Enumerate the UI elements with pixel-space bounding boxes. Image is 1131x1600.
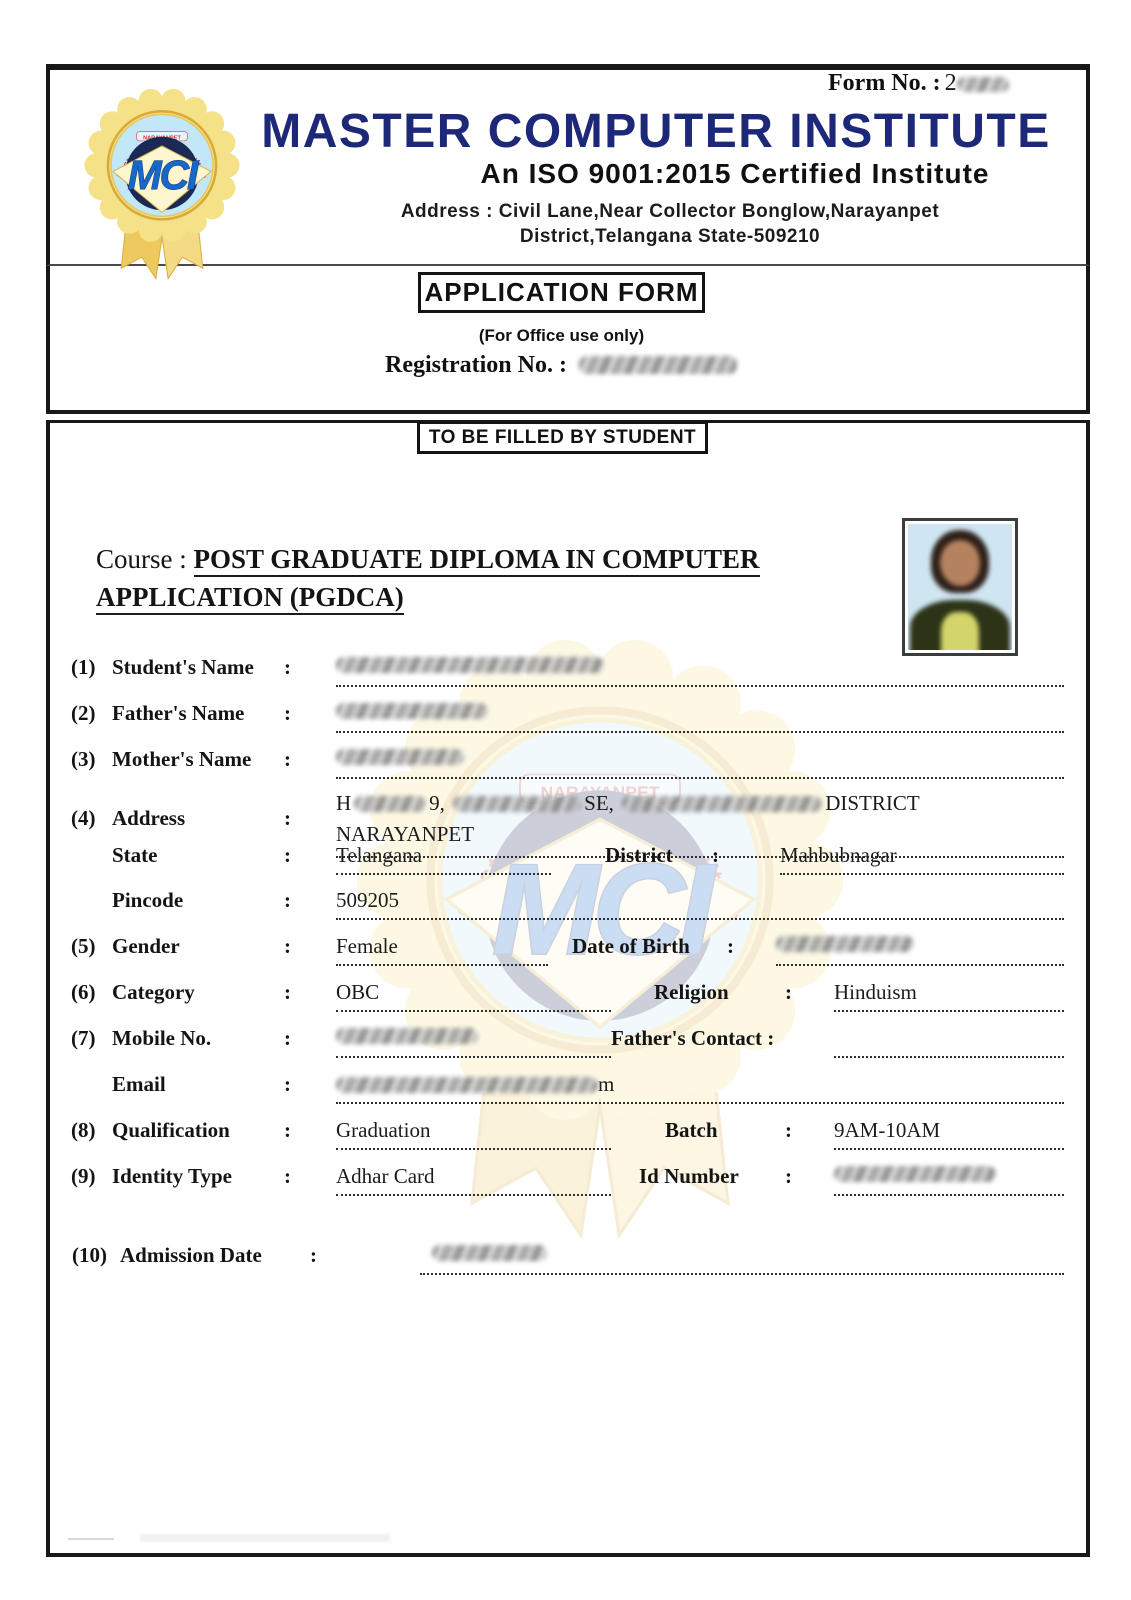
batch-value: 9AM-10AM	[834, 1118, 941, 1142]
batch-underline	[834, 1148, 1064, 1150]
address-value-line1	[336, 791, 920, 816]
pincode-value: 509205	[336, 888, 399, 912]
institute-address-line1: Address : Civil Lane,Near Collector Bonglow,Narayanpet	[400, 201, 940, 222]
field8-number: (8)	[71, 1118, 96, 1142]
id-number-label: Id Number	[639, 1164, 739, 1188]
student-name-redacted	[336, 657, 604, 673]
field7-number: (7)	[71, 1026, 96, 1050]
field9-label: Identity Type	[112, 1164, 232, 1188]
field9-number: (9)	[71, 1164, 96, 1188]
mother-name-redacted	[336, 749, 464, 765]
iso-certification: An ISO 9001:2015 Certified Institute	[480, 158, 990, 189]
field4-label: Address	[112, 806, 186, 830]
district-label: District	[605, 843, 673, 867]
field8-colon: :	[284, 1118, 291, 1142]
father-name-underline	[336, 731, 1064, 733]
field4-number: (4)	[71, 806, 96, 830]
field6-label: Category	[112, 980, 195, 1004]
mother-name-underline	[336, 777, 1064, 779]
registration-no-redacted	[579, 356, 737, 374]
district-underline	[780, 873, 1064, 875]
registration-row	[385, 352, 737, 379]
field10-number: (10)	[72, 1243, 107, 1267]
batch-label: Batch	[665, 1118, 718, 1142]
district-colon: :	[712, 843, 719, 867]
field1-number: (1)	[71, 655, 96, 679]
field3-number: (3)	[71, 747, 96, 771]
religion-colon: :	[785, 980, 792, 1004]
address-part1: H	[336, 791, 352, 815]
field9-colon: :	[284, 1164, 291, 1188]
state-row-rule	[336, 856, 1064, 858]
field10-label: Admission Date	[120, 1243, 262, 1267]
office-use-note: (For Office use only)	[478, 326, 645, 345]
address-part3: SE,	[584, 791, 614, 815]
address-redacted-3	[622, 796, 822, 812]
identity-type-value: Adhar Card	[336, 1164, 435, 1188]
pincode-label: Pincode	[112, 888, 184, 912]
id-number-redacted	[834, 1166, 996, 1182]
id-number-underline	[834, 1194, 1064, 1196]
identity-type-underline	[336, 1194, 611, 1196]
student-name-underline	[336, 685, 1064, 687]
email-redacted	[336, 1077, 598, 1093]
scan-artifact-line	[68, 1538, 114, 1540]
student-section-title: TO BE FILLED BY STUDENT	[417, 421, 708, 454]
scan-artifact-smudge	[140, 1534, 390, 1542]
institute-address-line2: District,Telangana State-509210	[519, 226, 821, 247]
qualification-underline	[336, 1148, 611, 1150]
field2-colon: :	[284, 701, 291, 725]
field7-colon: :	[284, 1026, 291, 1050]
field2-number: (2)	[71, 701, 96, 725]
registration-label: Registration No. :	[385, 352, 567, 378]
field1-label: Student's Name	[112, 655, 254, 679]
field6-colon: :	[284, 980, 291, 1004]
student-photo	[902, 518, 1018, 656]
father-name-redacted	[336, 703, 488, 719]
address-part4: DISTRICT	[825, 791, 920, 815]
field5-colon: :	[284, 934, 291, 958]
field10-colon: :	[310, 1243, 317, 1267]
admission-date-underline	[420, 1273, 1064, 1275]
state-colon: :	[284, 843, 291, 867]
mobile-redacted	[336, 1028, 478, 1044]
course-heading	[96, 540, 796, 616]
fathers-contact-underline	[834, 1056, 1064, 1058]
email-underline	[336, 1102, 1064, 1104]
student-photo-image	[908, 524, 1012, 650]
category-value: OBC	[336, 980, 380, 1004]
batch-colon: :	[785, 1118, 792, 1142]
dob-colon: :	[727, 934, 734, 958]
institute-address	[280, 199, 1060, 249]
state-label: State	[112, 843, 158, 867]
gender-underline	[336, 964, 548, 966]
id-number-colon: :	[785, 1164, 792, 1188]
admission-date-redacted	[432, 1245, 547, 1261]
form-no-label: Form No. :	[828, 70, 941, 96]
course-label: Course :	[96, 544, 187, 574]
institute-logo	[60, 58, 264, 288]
field5-label: Gender	[112, 934, 180, 958]
pincode-underline	[336, 918, 1064, 920]
state-value: Telangana	[336, 843, 422, 867]
religion-label: Religion	[654, 980, 729, 1004]
field5-number: (5)	[71, 934, 96, 958]
field2-label: Father's Name	[112, 701, 245, 725]
field8-label: Qualification	[112, 1118, 230, 1142]
address-redacted-1	[354, 796, 426, 812]
email-visible-tail: m	[598, 1072, 615, 1096]
qualification-value: Graduation	[336, 1118, 431, 1142]
email-value-row	[336, 1072, 614, 1097]
field4-colon: :	[284, 806, 291, 830]
field6-number: (6)	[71, 980, 96, 1004]
field7-label: Mobile No.	[112, 1026, 212, 1050]
course-name-line2: APPLICATION (PGDCA)	[96, 582, 404, 615]
email-colon: :	[284, 1072, 291, 1096]
course-name-line1: POST GRADUATE DIPLOMA IN COMPUTER	[194, 544, 760, 577]
category-underline	[336, 1010, 611, 1012]
form-no-visible-digit: 2	[944, 70, 957, 96]
mobile-underline	[336, 1056, 611, 1058]
dob-underline	[776, 964, 1064, 966]
field3-colon: :	[284, 747, 291, 771]
district-value: Mahbubnagar	[780, 843, 897, 867]
field3-label: Mother's Name	[112, 747, 252, 771]
dob-label: Date of Birth	[572, 934, 690, 958]
field1-colon: :	[284, 655, 291, 679]
form-no-row	[828, 70, 1009, 97]
address-part2: 9,	[429, 791, 445, 815]
pincode-colon: :	[284, 888, 291, 912]
fathers-contact-label: Father's Contact :	[611, 1026, 775, 1050]
address-value-line2: NARAYANPET	[336, 822, 475, 846]
religion-value: Hinduism	[834, 980, 917, 1004]
state-underline	[336, 873, 551, 875]
gender-value: Female	[336, 934, 398, 958]
institute-name: MASTER COMPUTER INSTITUTE	[261, 105, 1051, 158]
dob-redacted	[776, 936, 914, 952]
application-form-title: APPLICATION FORM	[418, 272, 705, 313]
form-no-redacted	[957, 77, 1009, 92]
religion-underline	[834, 1010, 1064, 1012]
email-label: Email	[112, 1072, 166, 1096]
address-redacted-2	[453, 796, 581, 812]
